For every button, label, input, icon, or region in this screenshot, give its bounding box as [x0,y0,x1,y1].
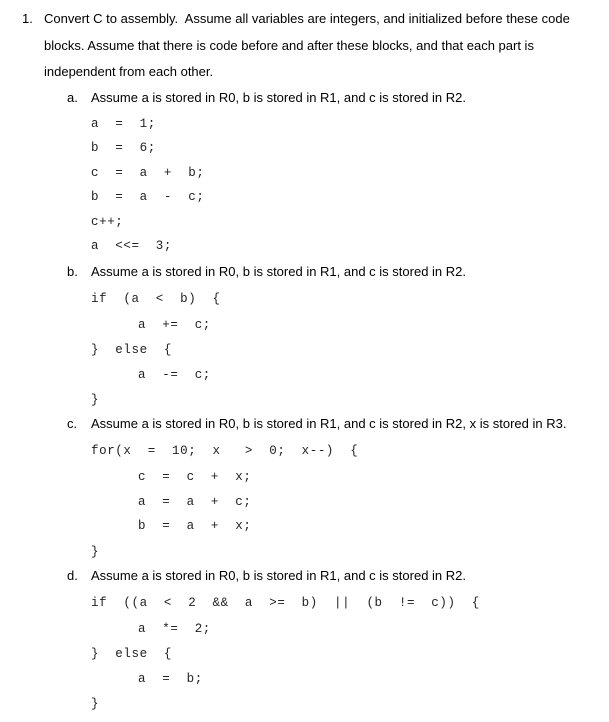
part-b-letter: b. [67,264,78,279]
part-d-code-line-1: if ((a < 2 && a >= b) || (b != c)) { [91,596,480,610]
part-a-code-line-6: a <<= 3; [91,239,173,253]
part-a-letter: a. [67,90,78,105]
part-a-code-line-4: b = a - c; [91,190,205,204]
part-b-description: Assume a is stored in R0, b is stored in R1, and c is stored in R2. [91,264,467,279]
intro-line-3: independent from each other. [44,64,214,79]
part-a-code-line-2: b = 6; [91,141,156,155]
intro-line-2: blocks. Assume that there is code before and after these blocks, and that each part is [44,38,534,53]
part-c-code-line-5: } [91,545,100,559]
part-a-description: Assume a is stored in R0, b is stored in R1, and c is stored in R2. [91,90,467,105]
part-b-code-line-3: } else { [91,343,173,357]
part-d-code-line-5: } [91,697,100,711]
part-d-letter: d. [67,568,78,583]
question-number: 1. [22,11,33,26]
part-c-letter: c. [67,416,78,431]
intro-line-1: Convert C to assembly. Assume all variables are integers, and initialized before these code [44,11,570,26]
part-a-code-line-5: c++; [91,215,124,229]
part-b-code-line-5: } [91,393,100,407]
part-c-description: Assume a is stored in R0, b is stored in R1, and c is stored in R2, x is stored in R3. [91,416,567,431]
part-a-code-line-1: a = 1; [91,117,156,131]
part-d-code-line-4: a = b; [138,672,203,686]
part-c-code-line-4: b = a + x; [138,519,252,533]
part-c-code-line-3: a = a + c; [138,495,252,509]
part-d-description: Assume a is stored in R0, b is stored in R1, and c is stored in R2. [91,568,467,583]
part-b-code-line-2: a += c; [138,318,211,332]
part-c-code-line-2: c = c + x; [138,470,252,484]
part-d-code-line-3: } else { [91,647,173,661]
part-c-code-line-1: for(x = 10; x > 0; x--) { [91,444,359,458]
part-a-code-line-3: c = a + b; [91,166,205,180]
part-d-code-line-2: a *= 2; [138,622,211,636]
part-b-code-line-4: a -= c; [138,368,211,382]
part-b-code-line-1: if (a < b) { [91,292,221,306]
